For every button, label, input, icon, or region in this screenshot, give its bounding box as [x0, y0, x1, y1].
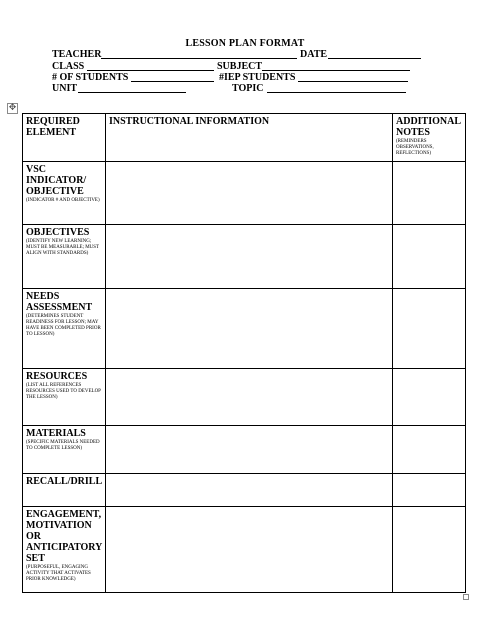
row-hint: (INDICATOR # AND OBJECTIVE): [26, 198, 100, 203]
instruction-cell[interactable]: [106, 474, 393, 507]
iep-students-field[interactable]: [298, 81, 408, 82]
date-label: DATE: [300, 49, 328, 60]
column-header-notes: ADDITIONAL NOTES: [396, 116, 461, 138]
row-label: RECALL/DRILL: [26, 476, 103, 487]
row-label: ENGAGEMENT, MOTIVATION OR ANTICIPATORY SET: [26, 509, 102, 564]
row-hint: (IDENTIFY NEW LEARNING; MUST BE MEASURABLE; MUST ALIGN WITH STANDARDS): [26, 239, 100, 256]
instruction-cell[interactable]: [106, 225, 393, 289]
header-cell-element: [23, 114, 106, 162]
notes-cell[interactable]: [393, 507, 466, 593]
table-resize-icon[interactable]: [463, 594, 469, 600]
date-field[interactable]: [328, 58, 421, 59]
table-row: [23, 225, 466, 289]
element-cell: [23, 369, 106, 426]
topic-field[interactable]: [267, 92, 406, 93]
column-header-element: REQUIRED ELEMENT: [26, 116, 80, 138]
header-cell-instruction[interactable]: [106, 114, 393, 162]
row-hint: (DETERMINES STUDENT READINESS FOR LESSON; MAY HAVE BEEN COMPLETED PRIOR TO LESSON): [26, 314, 101, 337]
element-cell: [23, 426, 106, 474]
table-row: [23, 474, 466, 507]
notes-cell[interactable]: [393, 225, 466, 289]
lesson-plan-table: [22, 113, 466, 593]
notes-cell[interactable]: [393, 162, 466, 225]
subject-field[interactable]: [262, 70, 410, 71]
table-header-row: [23, 114, 466, 162]
class-label: CLASS: [52, 61, 85, 72]
instruction-cell[interactable]: [106, 162, 393, 225]
table-row: [23, 162, 466, 225]
subject-label: SUBJECT: [217, 61, 263, 72]
instruction-cell[interactable]: [106, 507, 393, 593]
notes-cell[interactable]: [393, 474, 466, 507]
row-label: RESOURCES: [26, 371, 88, 382]
table-row: [23, 507, 466, 593]
table-row: [23, 289, 466, 369]
teacher-label: TEACHER: [52, 49, 102, 60]
students-field[interactable]: [131, 81, 214, 82]
row-hint: (SPECIFIC MATERIALS NEEDED TO COMPLETE LESSON): [26, 440, 100, 451]
row-label: MATERIALS: [26, 428, 86, 439]
topic-label: TOPIC: [232, 83, 264, 94]
row-label: OBJECTIVES: [26, 227, 90, 238]
row-hint: (PURPOSEFUL, ENGAGING ACTIVITY THAT ACTIVATES PRIOR KNOWLEDGE): [26, 565, 91, 582]
iep-students-label: #IEP STUDENTS: [219, 72, 296, 83]
row-hint: (LIST ALL REFERENCES RESOURCES USED TO DEVELOP THE LESSON): [26, 383, 101, 400]
page-title: LESSON PLAN FORMAT: [185, 38, 305, 49]
row-label: NEEDS ASSESSMENT: [26, 291, 93, 313]
element-cell: [23, 162, 106, 225]
notes-cell[interactable]: [393, 369, 466, 426]
class-field[interactable]: [87, 70, 214, 71]
instruction-cell[interactable]: [106, 426, 393, 474]
element-cell: [23, 474, 106, 507]
element-cell: [23, 225, 106, 289]
row-label: VSC INDICATOR/ OBJECTIVE: [26, 164, 87, 197]
table-row: [23, 369, 466, 426]
notes-cell[interactable]: [393, 426, 466, 474]
element-cell: [23, 289, 106, 369]
element-cell: [23, 507, 106, 593]
unit-field[interactable]: [78, 92, 186, 93]
instruction-cell[interactable]: [106, 369, 393, 426]
header-cell-notes[interactable]: [393, 114, 466, 162]
notes-cell[interactable]: [393, 289, 466, 369]
column-header-instruction: INSTRUCTIONAL INFORMATION: [109, 116, 270, 127]
instruction-cell[interactable]: [106, 289, 393, 369]
table-row: [23, 426, 466, 474]
table-move-icon[interactable]: ✥: [8, 103, 17, 113]
teacher-field[interactable]: [101, 58, 297, 59]
unit-label: UNIT: [52, 83, 78, 94]
column-header-notes-hint: (REMINDERS OBSERVATIONS, REFLECTIONS): [396, 139, 434, 156]
students-label: # OF STUDENTS: [52, 72, 129, 83]
